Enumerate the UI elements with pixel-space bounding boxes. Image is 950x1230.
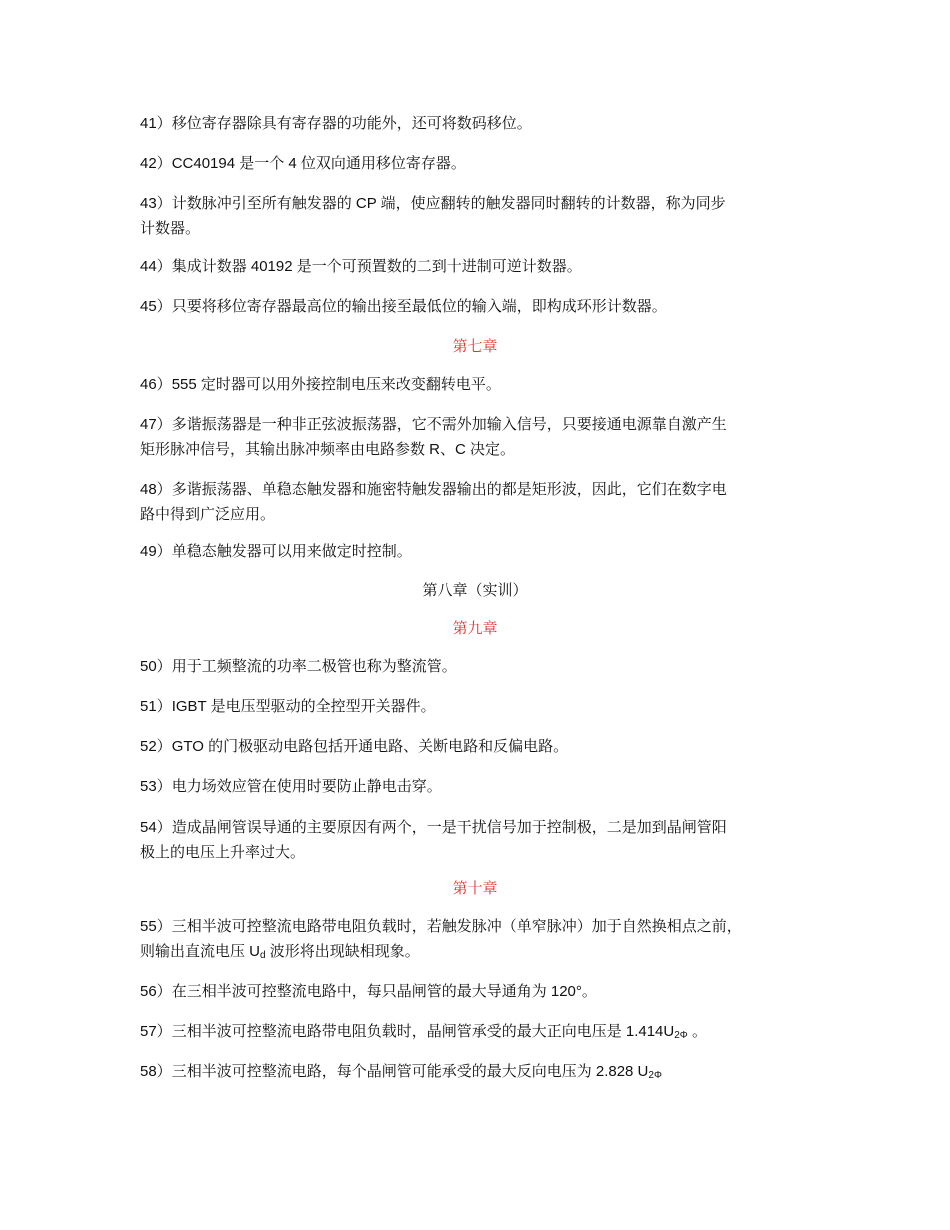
item-42: 42）CC40194 是一个 4 位双向通用移位寄存器。: [140, 155, 466, 172]
item-47: 47）多谐振荡器是一种非正弦波振荡器，它不需外加输入信号，只要接通电源靠自激产生 矩形脉冲信号，其输出脉冲频率由电路参数 R、C 决定。: [140, 416, 727, 458]
chapter-7-heading: 第七章: [452, 338, 498, 355]
chapter-10-heading: 第十章: [452, 880, 498, 897]
item-53: 53）电力场效应管在使用时要防止静电击穿。: [140, 778, 442, 795]
item-58: 58）三相半波可控整流电路，每个晶闸管可能承受的最大反向电压为 2.828 $U_{2\Phi}$: [140, 1063, 662, 1081]
item-50: 50）用于工频整流的功率二极管也称为整流管。: [140, 658, 457, 675]
item-54: 54）造成晶闸管误导通的主要原因有两个，一是干扰信号加于控制极，二是加到晶闸管阳 极上的电压上升率过大。: [140, 819, 727, 861]
item-48: 48）多谐振荡器、单稳态触发器和施密特触发器输出的都是矩形波，因此，它们在数字电 路中得到广泛应用。: [140, 481, 727, 523]
item-55: 55）三相半波可控整流电路带电阻负载时，若触发脉冲（单窄脉冲）加于自然换相点之前， 则输出直流电压 $U_d$ 波形将出现缺相现象。: [140, 918, 742, 961]
item-56: 56）在三相半波可控整流电路中，每只晶闸管的最大导通角为 120°。: [140, 983, 597, 1000]
item-52: 52）GTO 的门极驱动电路包括开通电路、关断电路和反偏电路。: [140, 738, 569, 755]
item-43: 43）计数脉冲引至所有触发器的 CP 端，使应翻转的触发器同时翻转的计数器，称为同步 计数器。: [140, 195, 726, 237]
chapter-8-heading: 第八章（实训）: [422, 582, 528, 599]
item-51: 51）IGBT 是电压型驱动的全控型开关器件。: [140, 698, 436, 715]
item-49: 49）单稳态触发器可以用来做定时控制。: [140, 543, 412, 560]
item-44: 44）集成计数器 40192 是一个可预置数的二到十进制可逆计数器。: [140, 258, 582, 275]
item-41: 41）移位寄存器除具有寄存器的功能外，还可将数码移位。: [140, 115, 532, 132]
chapter-9-heading: 第九章: [452, 620, 498, 637]
item-46: 46）555 定时器可以用外接控制电压来改变翻转电平。: [140, 376, 501, 393]
item-57: 57）三相半波可控整流电路带电阻负载时，晶闸管承受的最大正向电压是 $1.414U_{2\Phi}$ 。: [140, 1023, 707, 1041]
item-45: 45）只要将移位寄存器最高位的输出接至最低位的输入端，即构成环形计数器。: [140, 298, 667, 315]
